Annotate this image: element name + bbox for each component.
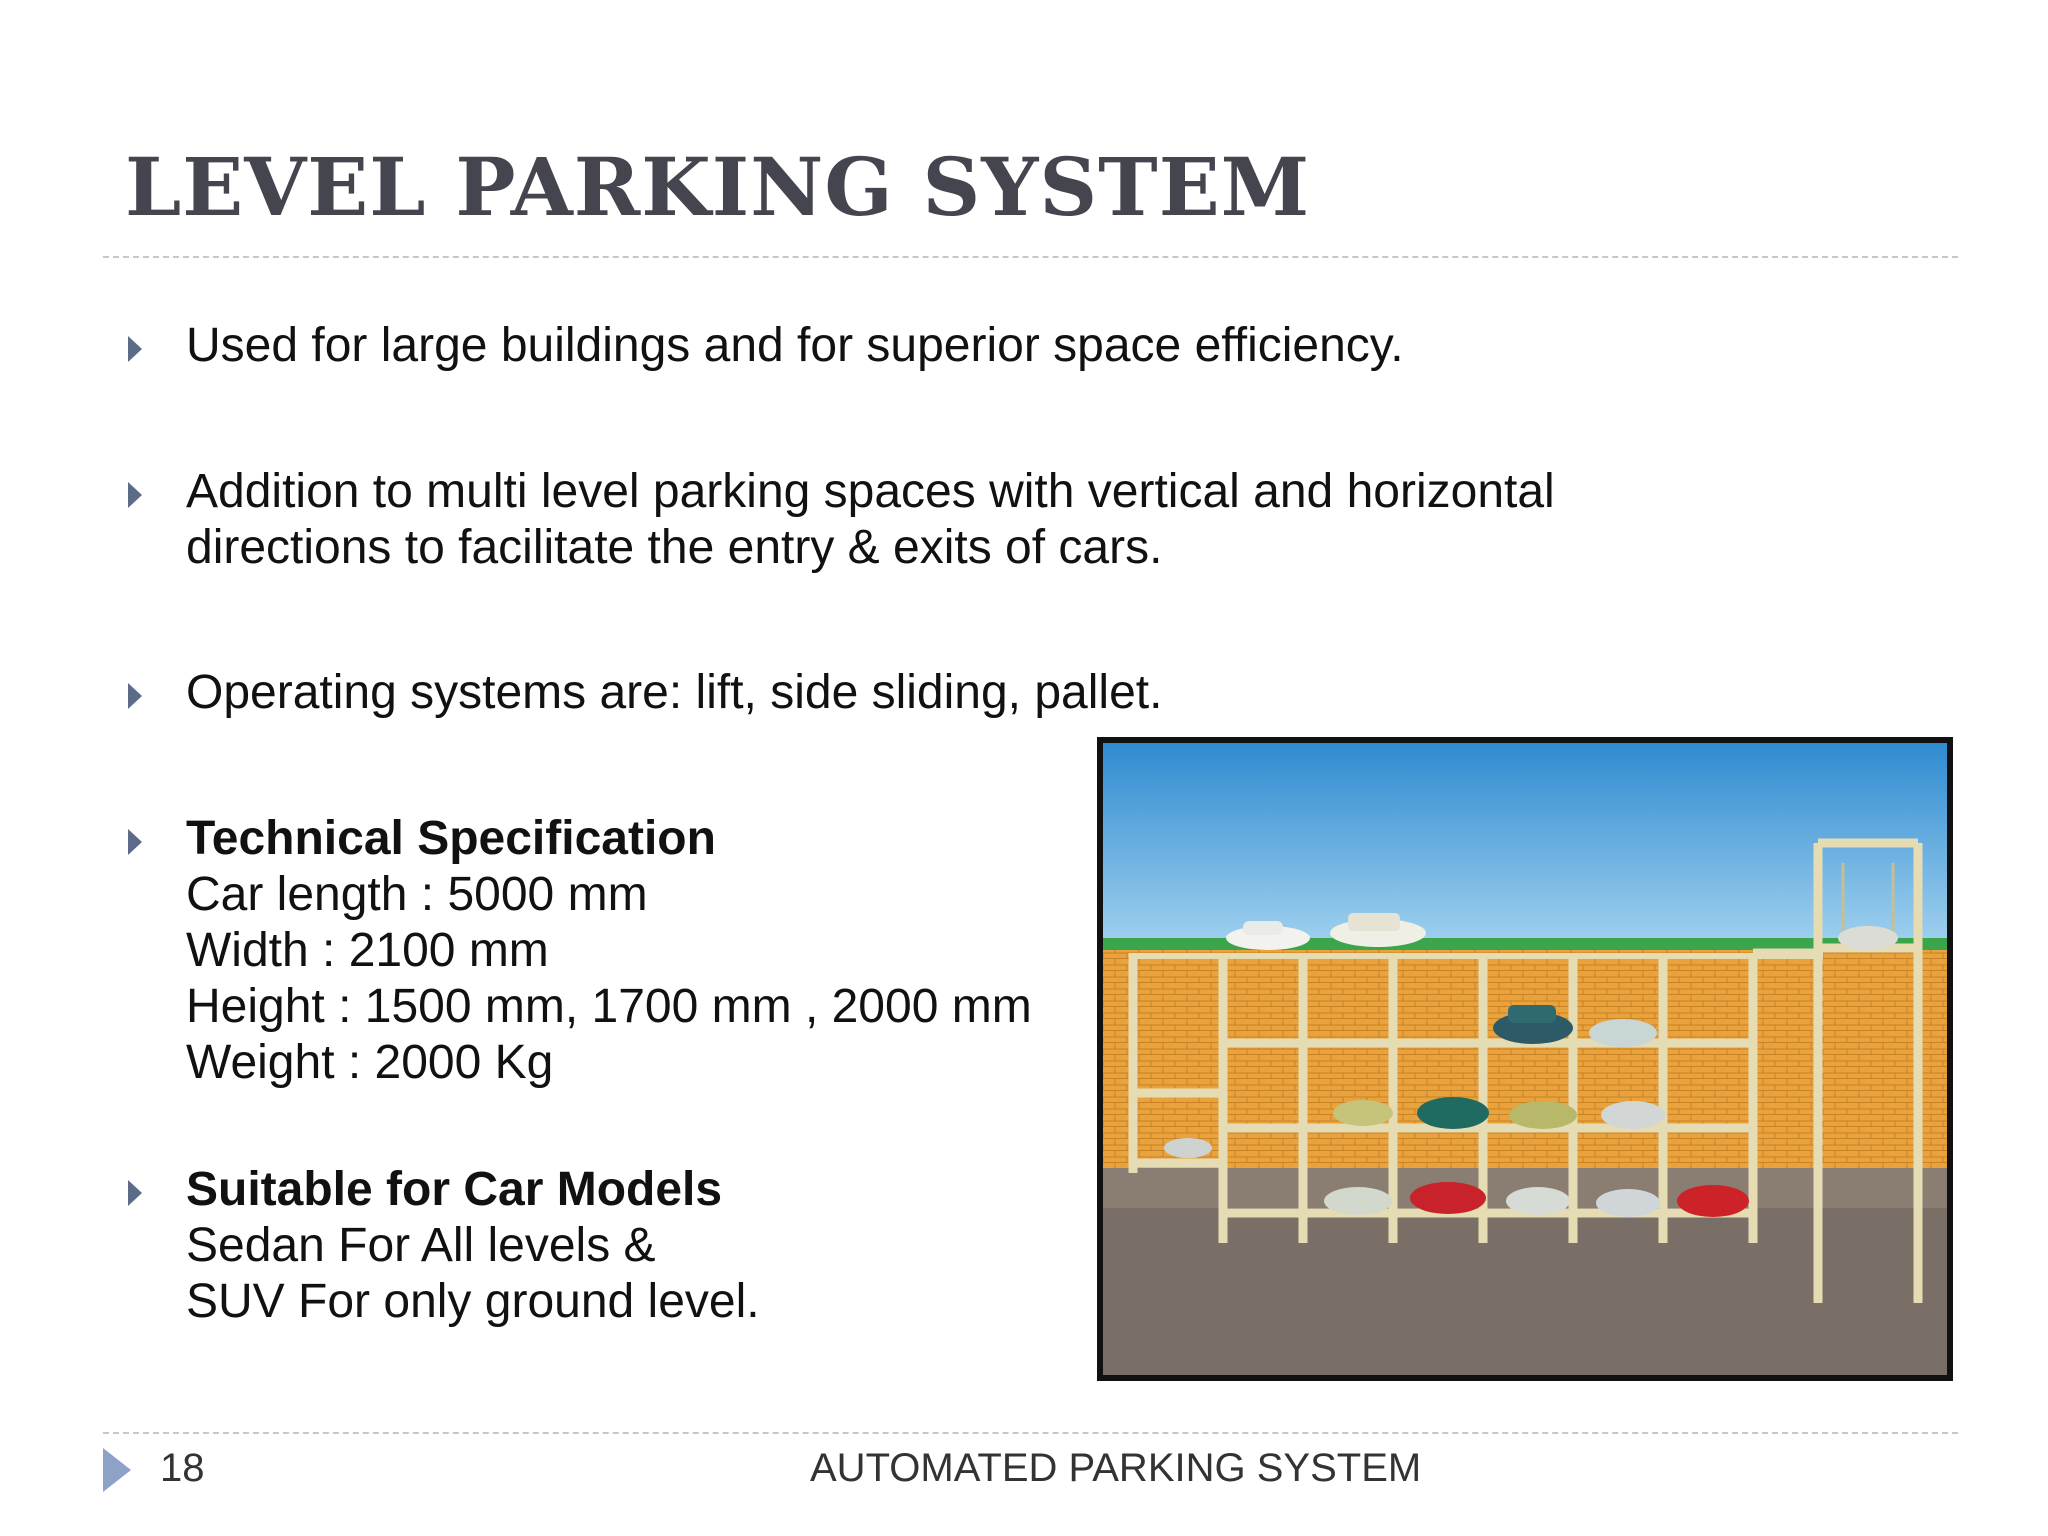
spec-height: Height : 1500 mm, 1700 mm , 2000 mm bbox=[186, 980, 1032, 1033]
bullet-item-technical-spec bbox=[186, 811, 1032, 1091]
bullet-line: SUV For only ground level. bbox=[186, 1275, 760, 1328]
slide-title: LEVEL PARKING SYSTEM bbox=[125, 140, 1311, 234]
spec-weight: Weight : 2000 Kg bbox=[186, 1036, 554, 1089]
bullet-triangle-icon bbox=[128, 482, 142, 508]
bullet-item-car-models bbox=[186, 1162, 760, 1330]
page-number: 18 bbox=[160, 1446, 205, 1490]
bullet-heading: Suitable for Car Models bbox=[186, 1163, 723, 1216]
spec-car-length: Car length : 5000 mm bbox=[186, 868, 648, 921]
bullet-item-2 bbox=[186, 464, 1555, 576]
parking-structure-image bbox=[1097, 737, 1953, 1381]
bullet-text: Used for large buildings and for superior space efficiency. bbox=[186, 319, 1404, 372]
bullet-line: Addition to multi level parking spaces with vertical and horizontal bbox=[186, 465, 1555, 518]
title-divider bbox=[103, 256, 1958, 258]
bullet-line: directions to facilitate the entry & exits of cars. bbox=[186, 521, 1163, 574]
bullet-heading: Technical Specification bbox=[186, 812, 716, 865]
footer-divider bbox=[103, 1432, 1958, 1434]
spec-width: Width : 2100 mm bbox=[186, 924, 549, 977]
bullet-line: Sedan For All levels & bbox=[186, 1219, 656, 1272]
bullet-triangle-icon bbox=[128, 683, 142, 709]
bullet-triangle-icon bbox=[128, 829, 142, 855]
bullet-text: Operating systems are: lift, side sliding, pallet. bbox=[186, 666, 1163, 719]
footer-triangle-icon bbox=[103, 1448, 131, 1492]
bullet-item-3 bbox=[186, 665, 1162, 721]
bullet-triangle-icon bbox=[128, 1180, 142, 1206]
bullet-triangle-icon bbox=[128, 336, 142, 362]
footer-title: AUTOMATED PARKING SYSTEM bbox=[810, 1446, 1422, 1490]
bullet-item-1 bbox=[186, 318, 1404, 374]
